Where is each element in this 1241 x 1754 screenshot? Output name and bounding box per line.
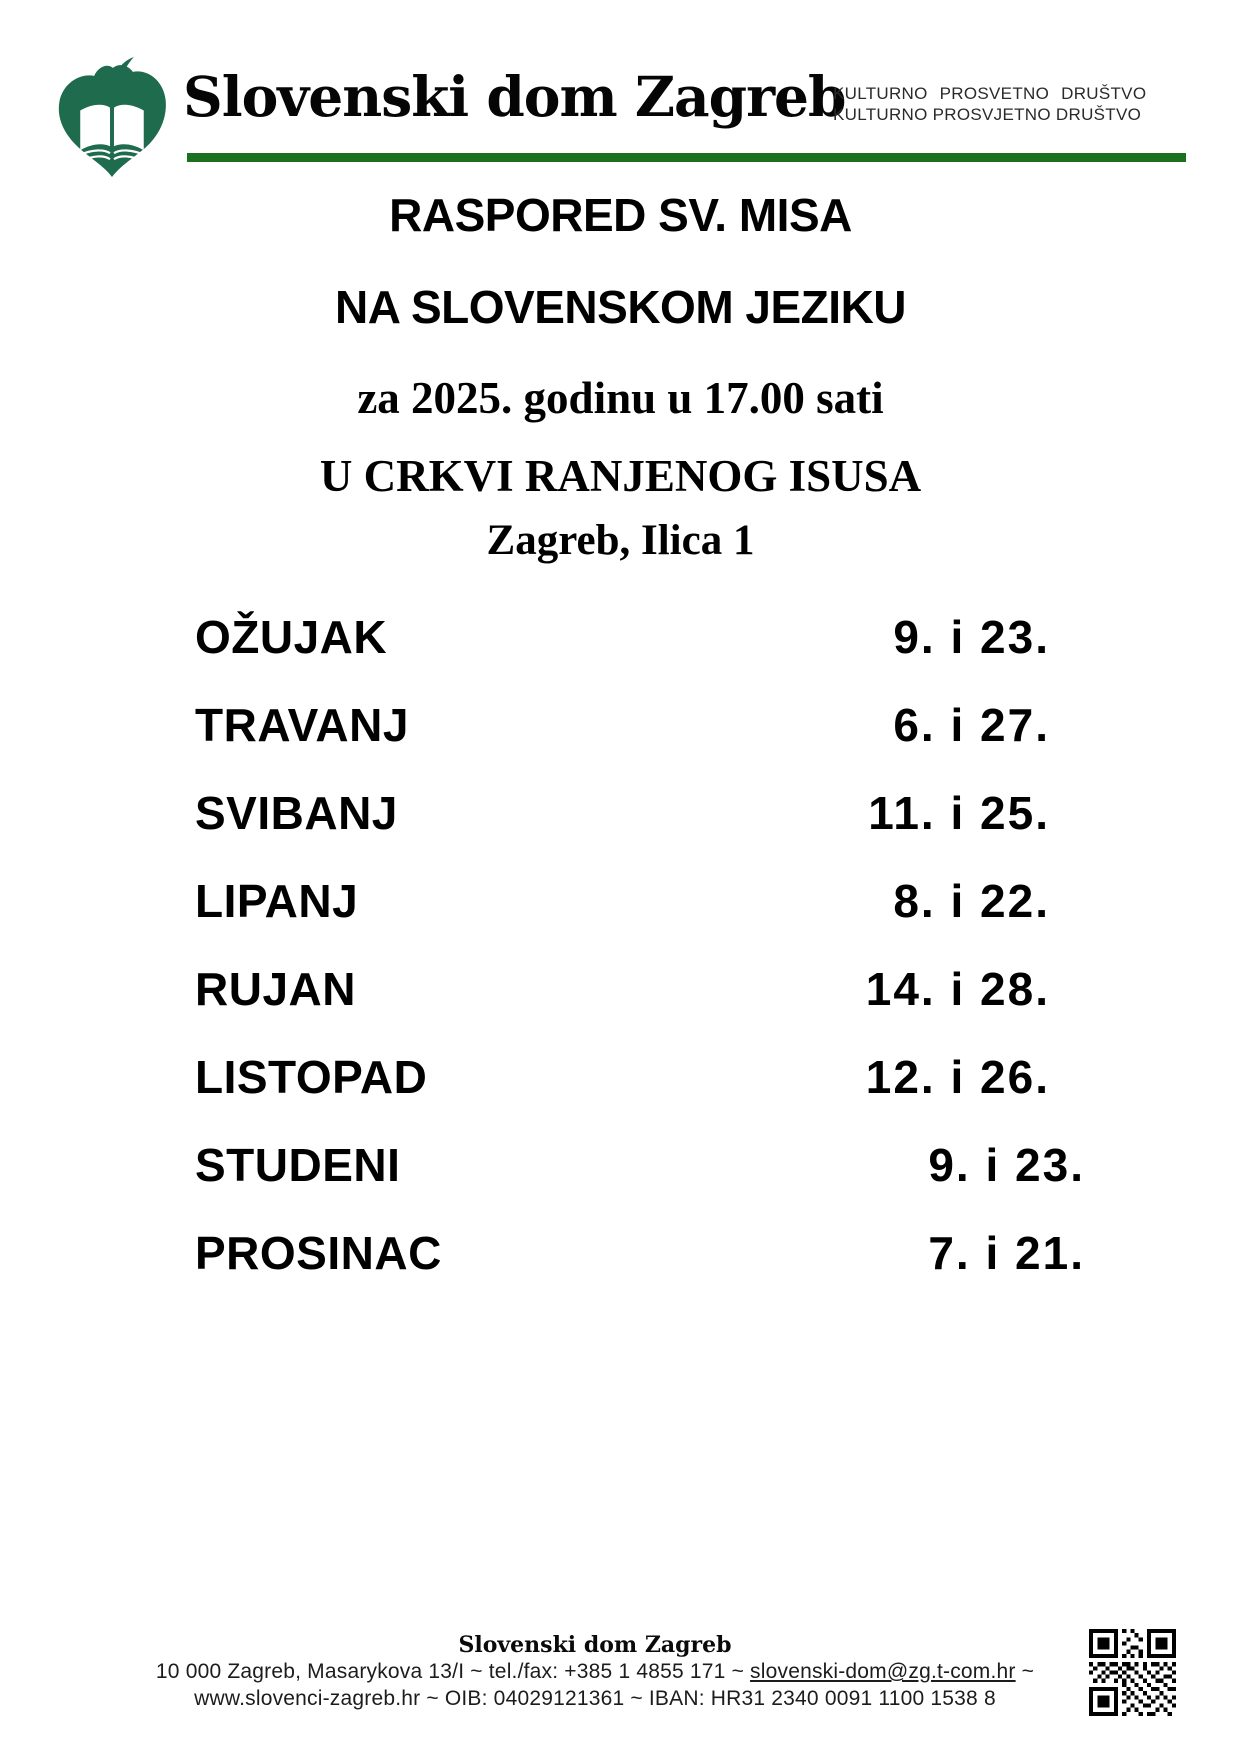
qr-code-icon: [1089, 1628, 1176, 1717]
schedule-row: [0, 681, 1241, 769]
society-subtitle: [833, 83, 1163, 125]
schedule-row: [0, 1121, 1241, 1209]
month-label: STUDENI: [195, 1139, 401, 1191]
footer-address-suffix: ~: [1021, 1660, 1035, 1683]
subtitle-year-time: za 2025. godinu u 17.00 sati: [357, 373, 884, 423]
schedule-row: [0, 1033, 1241, 1121]
mass-dates: 9. i 23.: [928, 1139, 1085, 1191]
main-title-line1: RASPORED SV. MISA: [389, 189, 852, 241]
month-label: LIPANJ: [195, 875, 359, 927]
mass-dates: 8. i 22.: [893, 875, 1050, 927]
header-divider: [187, 153, 1186, 162]
month-label: TRAVANJ: [195, 699, 409, 751]
footer: [0, 1632, 1190, 1712]
schedule-row: [0, 945, 1241, 1033]
month-label: OŽUJAK: [195, 611, 388, 663]
month-label: LISTOPAD: [195, 1051, 428, 1103]
subtitle-address: Zagreb, Ilica 1: [486, 517, 755, 564]
society-line-slovenian: KULTURNO PROSVETNO DRUŠTVO: [833, 84, 1147, 103]
schedule-row: [0, 1209, 1241, 1297]
org-title: Slovenski dom Zagreb: [183, 64, 846, 129]
linden-leaf-book-logo-icon: [52, 55, 172, 179]
mass-dates: 12. i 26.: [865, 1051, 1050, 1103]
mass-dates: 7. i 21.: [928, 1227, 1085, 1279]
subtitle-church: U CRKVI RANJENOG ISUSA: [319, 451, 922, 501]
month-label: PROSINAC: [195, 1227, 442, 1279]
schedule-row: [0, 769, 1241, 857]
footer-org-name: Slovenski dom Zagreb: [458, 1632, 732, 1658]
society-line-croatian: KULTURNO PROSVJETNO DRUŠTVO: [833, 105, 1142, 124]
mass-dates: 9. i 23.: [893, 611, 1050, 663]
schedule-row: [0, 593, 1241, 681]
footer-address-line1: [0, 1658, 1190, 1685]
footer-email-link[interactable]: slovenski-dom@zg.t-com.hr: [750, 1660, 1016, 1683]
month-label: SVIBANJ: [195, 787, 398, 839]
footer-address-prefix: 10 000 Zagreb, Masarykova 13/I ~ tel./fax: +385 1 4855 171 ~: [155, 1660, 745, 1683]
mass-dates: 11. i 25.: [868, 787, 1050, 839]
mass-dates: 6. i 27.: [893, 699, 1050, 751]
footer-address-line2: www.slovenci-zagreb.hr ~ OIB: 04029121361 ~ IBAN: HR31 2340 0091 1100 1538 8: [194, 1687, 996, 1710]
month-label: RUJAN: [195, 963, 356, 1015]
mass-dates: 14. i 28.: [865, 963, 1050, 1015]
schedule-row: [0, 857, 1241, 945]
mass-schedule: [0, 593, 1241, 1297]
main-title-line2: NA SLOVENSKOM JEZIKU: [334, 281, 907, 333]
